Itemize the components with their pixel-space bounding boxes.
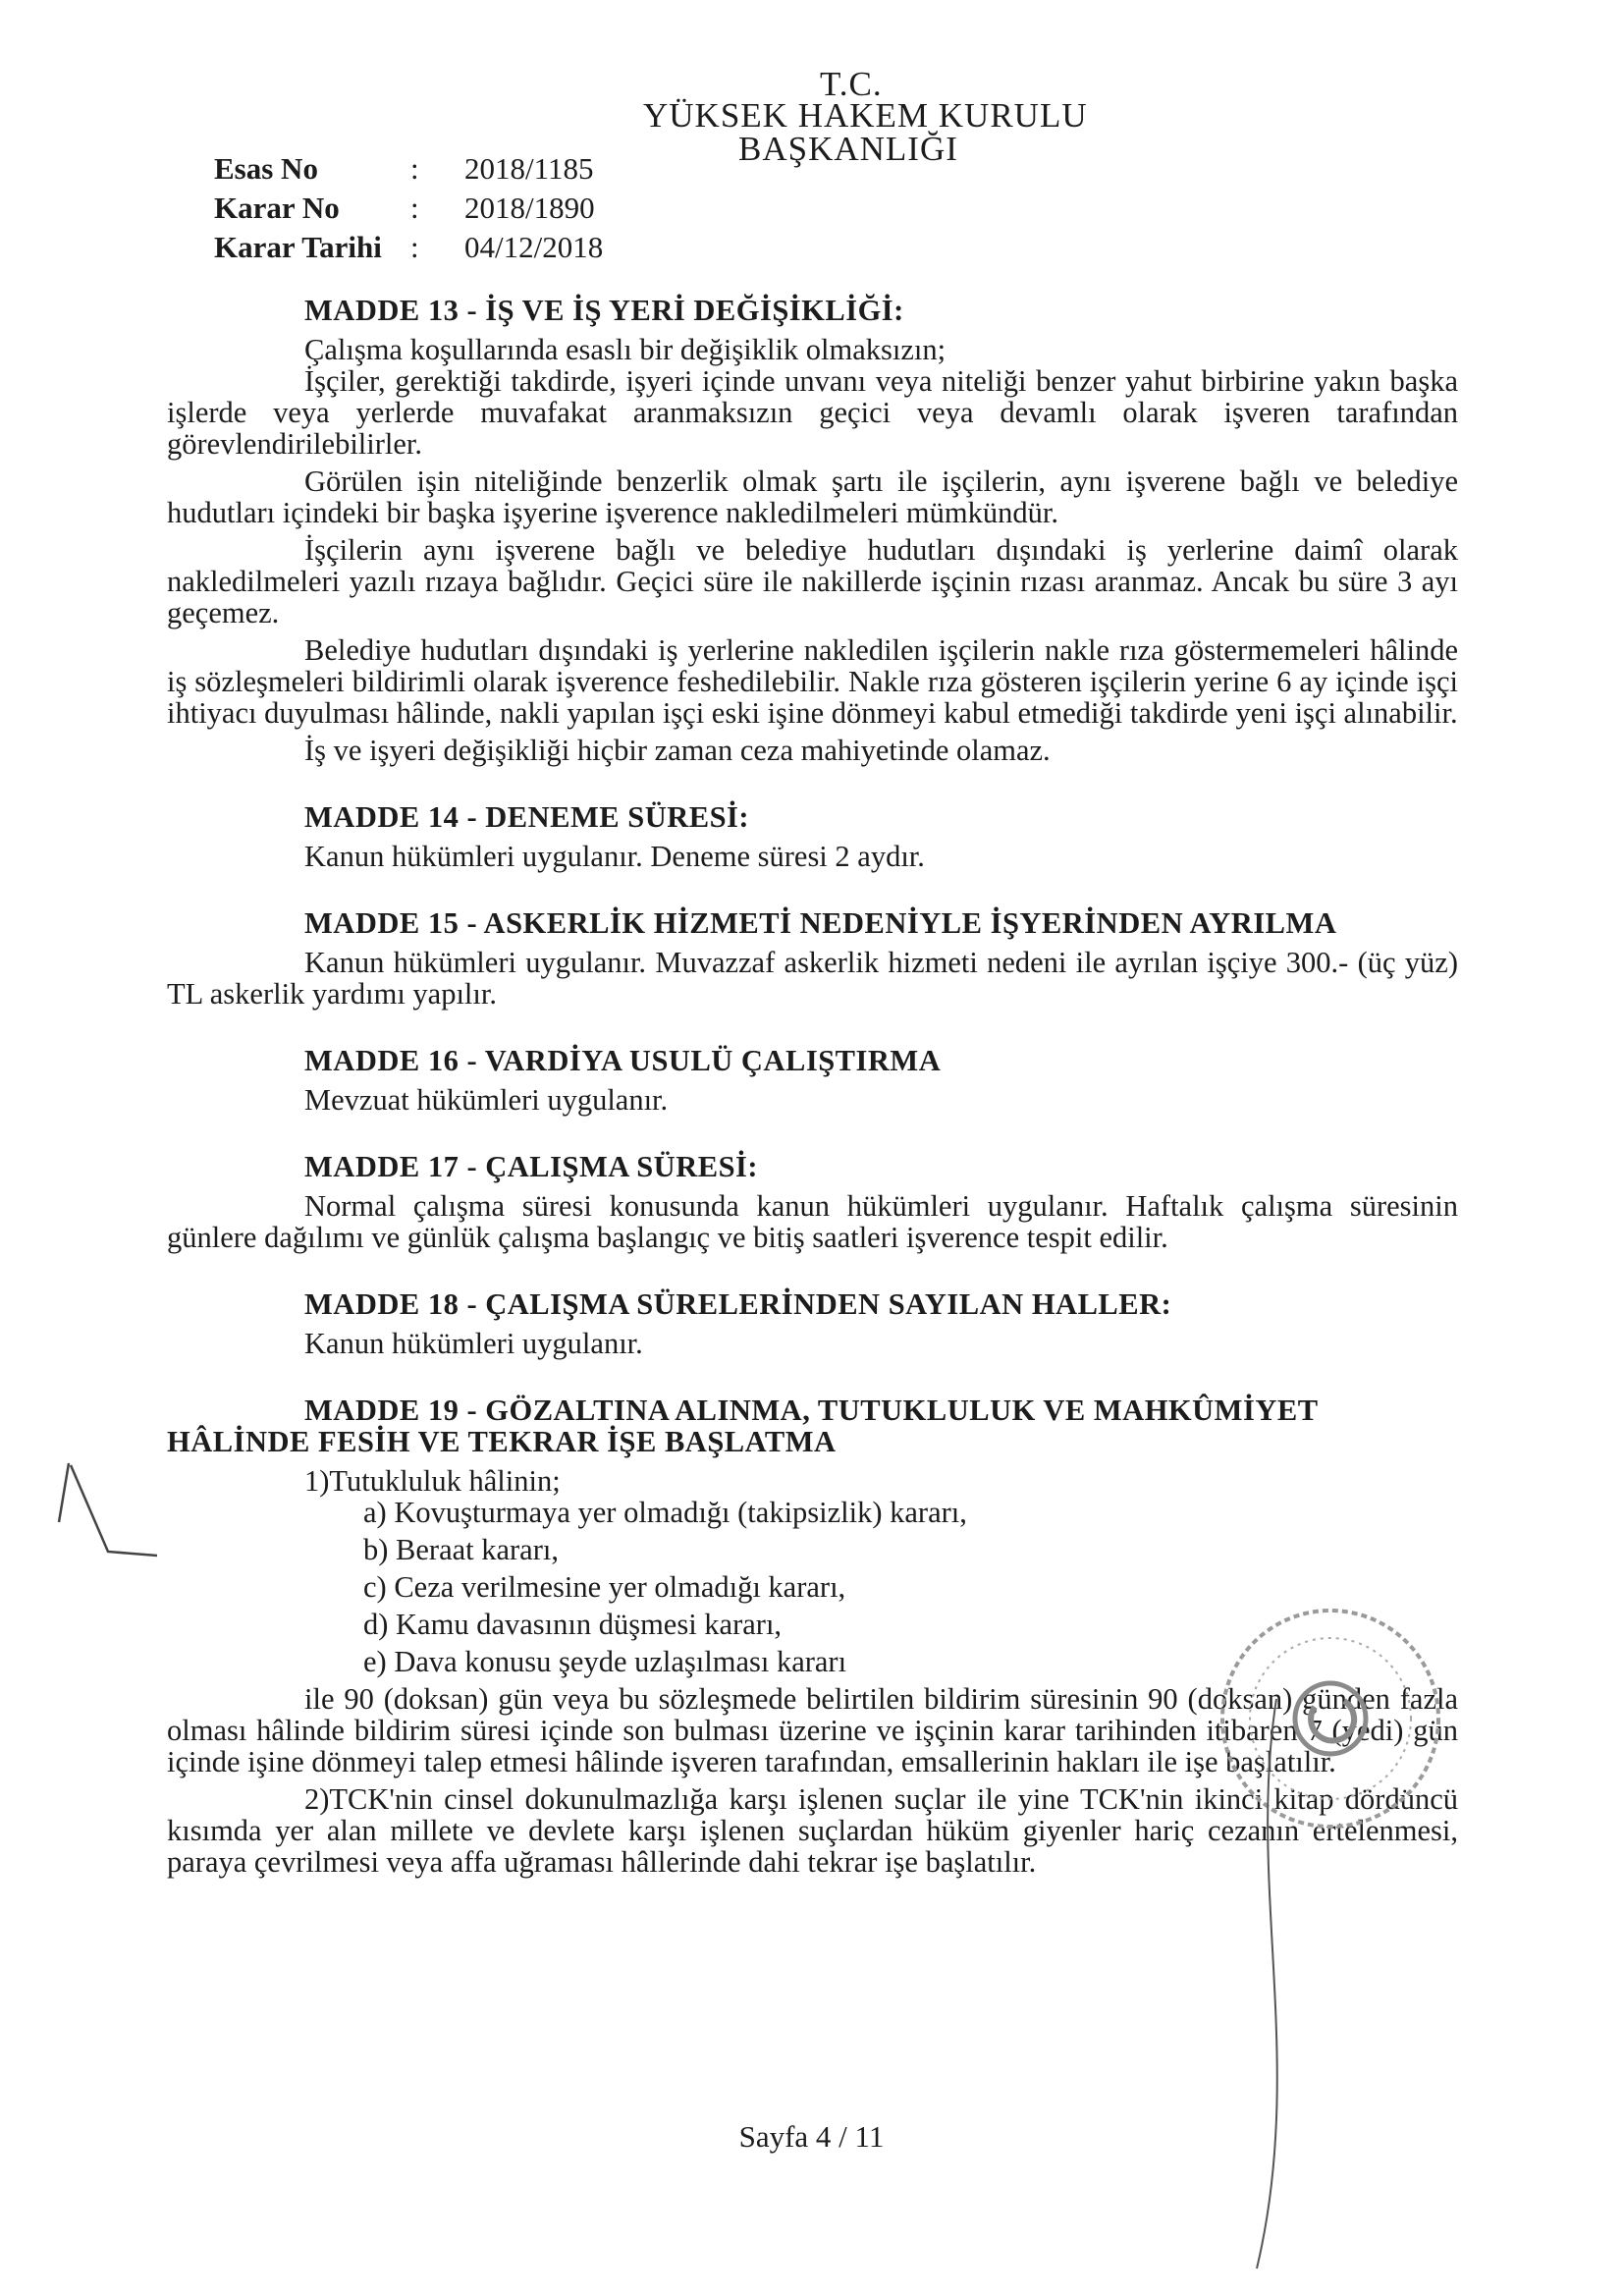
paragraph: Kanun hükümleri uygulanır. Muvazzaf askerlik hizmeti nedeni ile ayrılan işçiye 300.- (üç yüz) TL askerlik yardımı yapılır. — [167, 946, 1458, 1011]
paragraph: Görülen işin niteliğinde benzerlik olmak şartı ile işçilerin, aynı işverene bağlı ve belediye hudutları içindeki bir başka işyerine işverence nakledilmeleri mümkündür. — [167, 465, 1458, 529]
paragraph: Belediye hudutları dışındaki iş yerlerine nakledilen işçilerin nakle rıza göstermemeleri hâlinde iş sözleşmeleri bildirimli olarak işverence feshedilebilir. Nakle rıza gösteren işçilerin yerine 6 ay içinde işçi ihtiyacı duyulması hâlinde, nakli yapılan işçi eski işine dönmeyi kabul etmediği takdirde yeni işçi alınabilir. — [167, 633, 1458, 730]
paragraph: İşçilerin aynı işverene bağlı ve belediye hudutları dışındaki iş yerlerine daimî olarak nakledilmeleri yazılı rızaya bağlıdır. Geçici süre ile nakillerde işçinin rızası aranmaz. Ancak bu süre 3 ayı geçemez. — [167, 533, 1458, 629]
meta-row-tarih: Karar Tarihi : 04/12/2018 — [214, 228, 603, 267]
paragraph: Normal çalışma süresi konusunda kanun hükümleri uygulanır. Haftalık çalışma süresinin günlere dağılımı ve günlük çalışma başlangıç ve bitiş saatleri işverence tespit edilir. — [167, 1189, 1458, 1254]
list-item: b) Beraat kararı, — [363, 1533, 559, 1566]
list-item: c) Ceza verilmesine yer olmadığı kararı, — [363, 1570, 846, 1604]
section-madde-13 — [167, 295, 1458, 766]
section-title: MADDE 18 - ÇALIŞMA SÜRELERİNDEN SAYILAN HALLER: — [304, 1287, 1172, 1321]
header-department: BAŞKANLIĞI — [738, 130, 958, 168]
section-madde-15 — [167, 907, 1458, 1010]
meta-value: 2018/1890 — [464, 191, 595, 225]
meta-value: 2018/1185 — [464, 151, 594, 186]
list-item: a) Kovuşturmaya yer olmadığı (takipsizlik) kararı, — [363, 1496, 967, 1529]
paragraph: Mevzuat hükümleri uygulanır. — [304, 1083, 669, 1117]
section-title: MADDE 15 - ASKERLİK HİZMETİ NEDENİYLE İŞYERİNDEN AYRILMA — [304, 906, 1337, 940]
paragraph: 2)TCK'nin cinsel dokunulmazlığa karşı işlenen suçlar ile yine TCK'nin ikinci kitap dördüncü kısımda yer alan millete ve devlete karşı işlenen suçlardan hüküm giyenler hariç cezanın ertelenmesi, paraya çevrilmesi veya affa uğraması hâllerinde dahi tekrar işe başlatılır. — [167, 1782, 1458, 1879]
header-tc: T.C. — [820, 65, 883, 103]
section-madde-16 — [167, 1045, 1458, 1116]
paragraph: İşçiler, gerektiği takdirde, işyeri içinde unvanı veya niteliği benzer yahut birbirine yakın başka işlerde veya yerlerde muvafakat aranmaksızın geçici veya devamlı olarak işveren tarafından görevlendirilebilirler. — [167, 364, 1458, 461]
paragraph: Çalışma koşullarında esaslı bir değişiklik olmaksızın; — [304, 333, 947, 366]
meta-label: Esas No — [214, 151, 318, 186]
section-title: MADDE 16 - VARDİYA USULÜ ÇALIŞTIRMA — [304, 1044, 942, 1077]
paragraph: İş ve işyeri değişikliği hiçbir zaman ceza mahiyetinde olamaz. — [304, 734, 1051, 767]
list-item: d) Kamu davasının düşmesi kararı, — [363, 1608, 783, 1641]
paragraph: Kanun hükümleri uygulanır. Deneme süresi 2 aydır. — [304, 840, 925, 873]
meta-row-esas: Esas No : 2018/1185 — [214, 149, 603, 189]
handwritten-signature-stroke — [1237, 1689, 1316, 2278]
list-item: e) Dava konusu şeyde uzlaşılması kararı — [363, 1645, 847, 1678]
section-title: MADDE 13 - İŞ VE İŞ YERİ DEĞİŞİKLİĞİ: — [304, 294, 904, 327]
paragraph: Kanun hükümleri uygulanır. — [304, 1327, 643, 1360]
section-title: MADDE 19 - GÖZALTINA ALINMA, TUTUKLULUK VE MAHKÛMİYET HÂLİNDE FESİH VE TEKRAR İŞE BAŞLATMA — [167, 1394, 1319, 1458]
meta-label: Karar No — [214, 191, 340, 225]
handwritten-initials — [39, 1453, 167, 1561]
meta-label: Karar Tarihi — [214, 230, 382, 264]
header-institution: YÜKSEK HAKEM KURULU — [643, 96, 1088, 135]
meta-row-karar: Karar No : 2018/1890 — [214, 189, 603, 228]
meta-value: 04/12/2018 — [464, 230, 604, 264]
case-meta — [214, 149, 603, 267]
section-title: MADDE 14 - DENEME SÜRESİ: — [304, 800, 750, 834]
section-madde-17 — [167, 1151, 1458, 1253]
section-madde-18 — [167, 1288, 1458, 1359]
section-title: MADDE 17 - ÇALIŞMA SÜRESİ: — [304, 1150, 759, 1183]
paragraph: 1)Tutukluluk hâlinin; — [304, 1464, 561, 1498]
page-number: Sayfa 4 / 11 — [738, 2119, 885, 2154]
paragraph: ile 90 (doksan) gün veya bu sözleşmede belirtilen bildirim süresinin 90 (doksan) günden fazla olması hâlinde bildirim süresi içinde son bulması üzerine ve işçinin karar tarihinden itibaren 7 (yedi) gün içinde işine dönmeyi talep etmesi hâlinde işveren tarafından, emsallerinin hakları ile işe başlatılır. — [167, 1682, 1458, 1778]
section-madde-14 — [167, 801, 1458, 872]
